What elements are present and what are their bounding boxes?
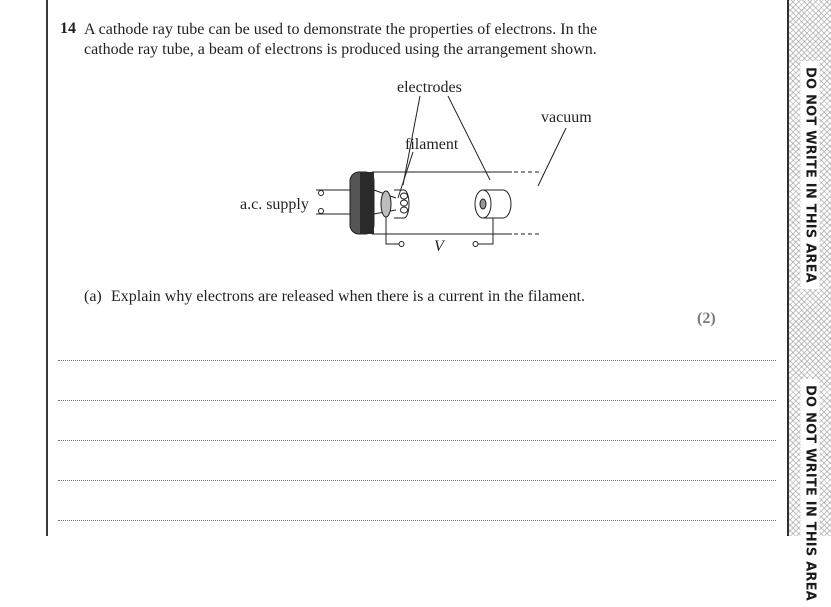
supply-terminal-top <box>319 191 324 196</box>
supply-terminal-bottom <box>319 209 324 214</box>
answer-line-2[interactable] <box>58 400 776 401</box>
voltage-terminal-left <box>399 242 404 247</box>
ac-supply-label: a.c. supply <box>240 196 309 213</box>
voltage-label: V <box>434 238 444 255</box>
vacuum-leader <box>538 128 566 186</box>
answer-line-1[interactable] <box>58 360 776 361</box>
vacuum-label: vacuum <box>541 109 592 126</box>
question-number: 14 <box>60 20 76 37</box>
tube-end-cap-shade <box>360 172 374 234</box>
electrodes-label: electrodes <box>397 79 462 96</box>
question-intro-line-2: cathode ray tube, a beam of electrons is produced using the arrangement shown. <box>84 41 597 58</box>
cathode-electrode <box>381 191 391 217</box>
voltage-terminal-right <box>473 242 478 247</box>
part-a-question <box>84 288 585 306</box>
anode-voltage-lead <box>478 218 493 244</box>
anode-cylinder <box>483 190 511 218</box>
part-a-text: Explain why electrons are released when there is a current in the filament. <box>111 288 586 305</box>
cathode-voltage-lead <box>386 217 399 244</box>
question-intro-line-1: A cathode ray tube can be used to demonstrate the properties of electrons. In the <box>84 21 598 38</box>
filament-coil-1 <box>401 193 408 199</box>
part-a-label: (a) <box>84 288 102 305</box>
answer-line-4[interactable] <box>58 480 776 481</box>
anode-hole <box>480 199 486 209</box>
answer-line-5[interactable] <box>58 520 776 521</box>
filament-coil-3 <box>401 207 408 213</box>
part-a-marks: (2) <box>697 310 716 327</box>
filament-label: filament <box>405 136 459 153</box>
filament-coil-2 <box>401 200 408 206</box>
answer-line-3[interactable] <box>58 440 776 441</box>
